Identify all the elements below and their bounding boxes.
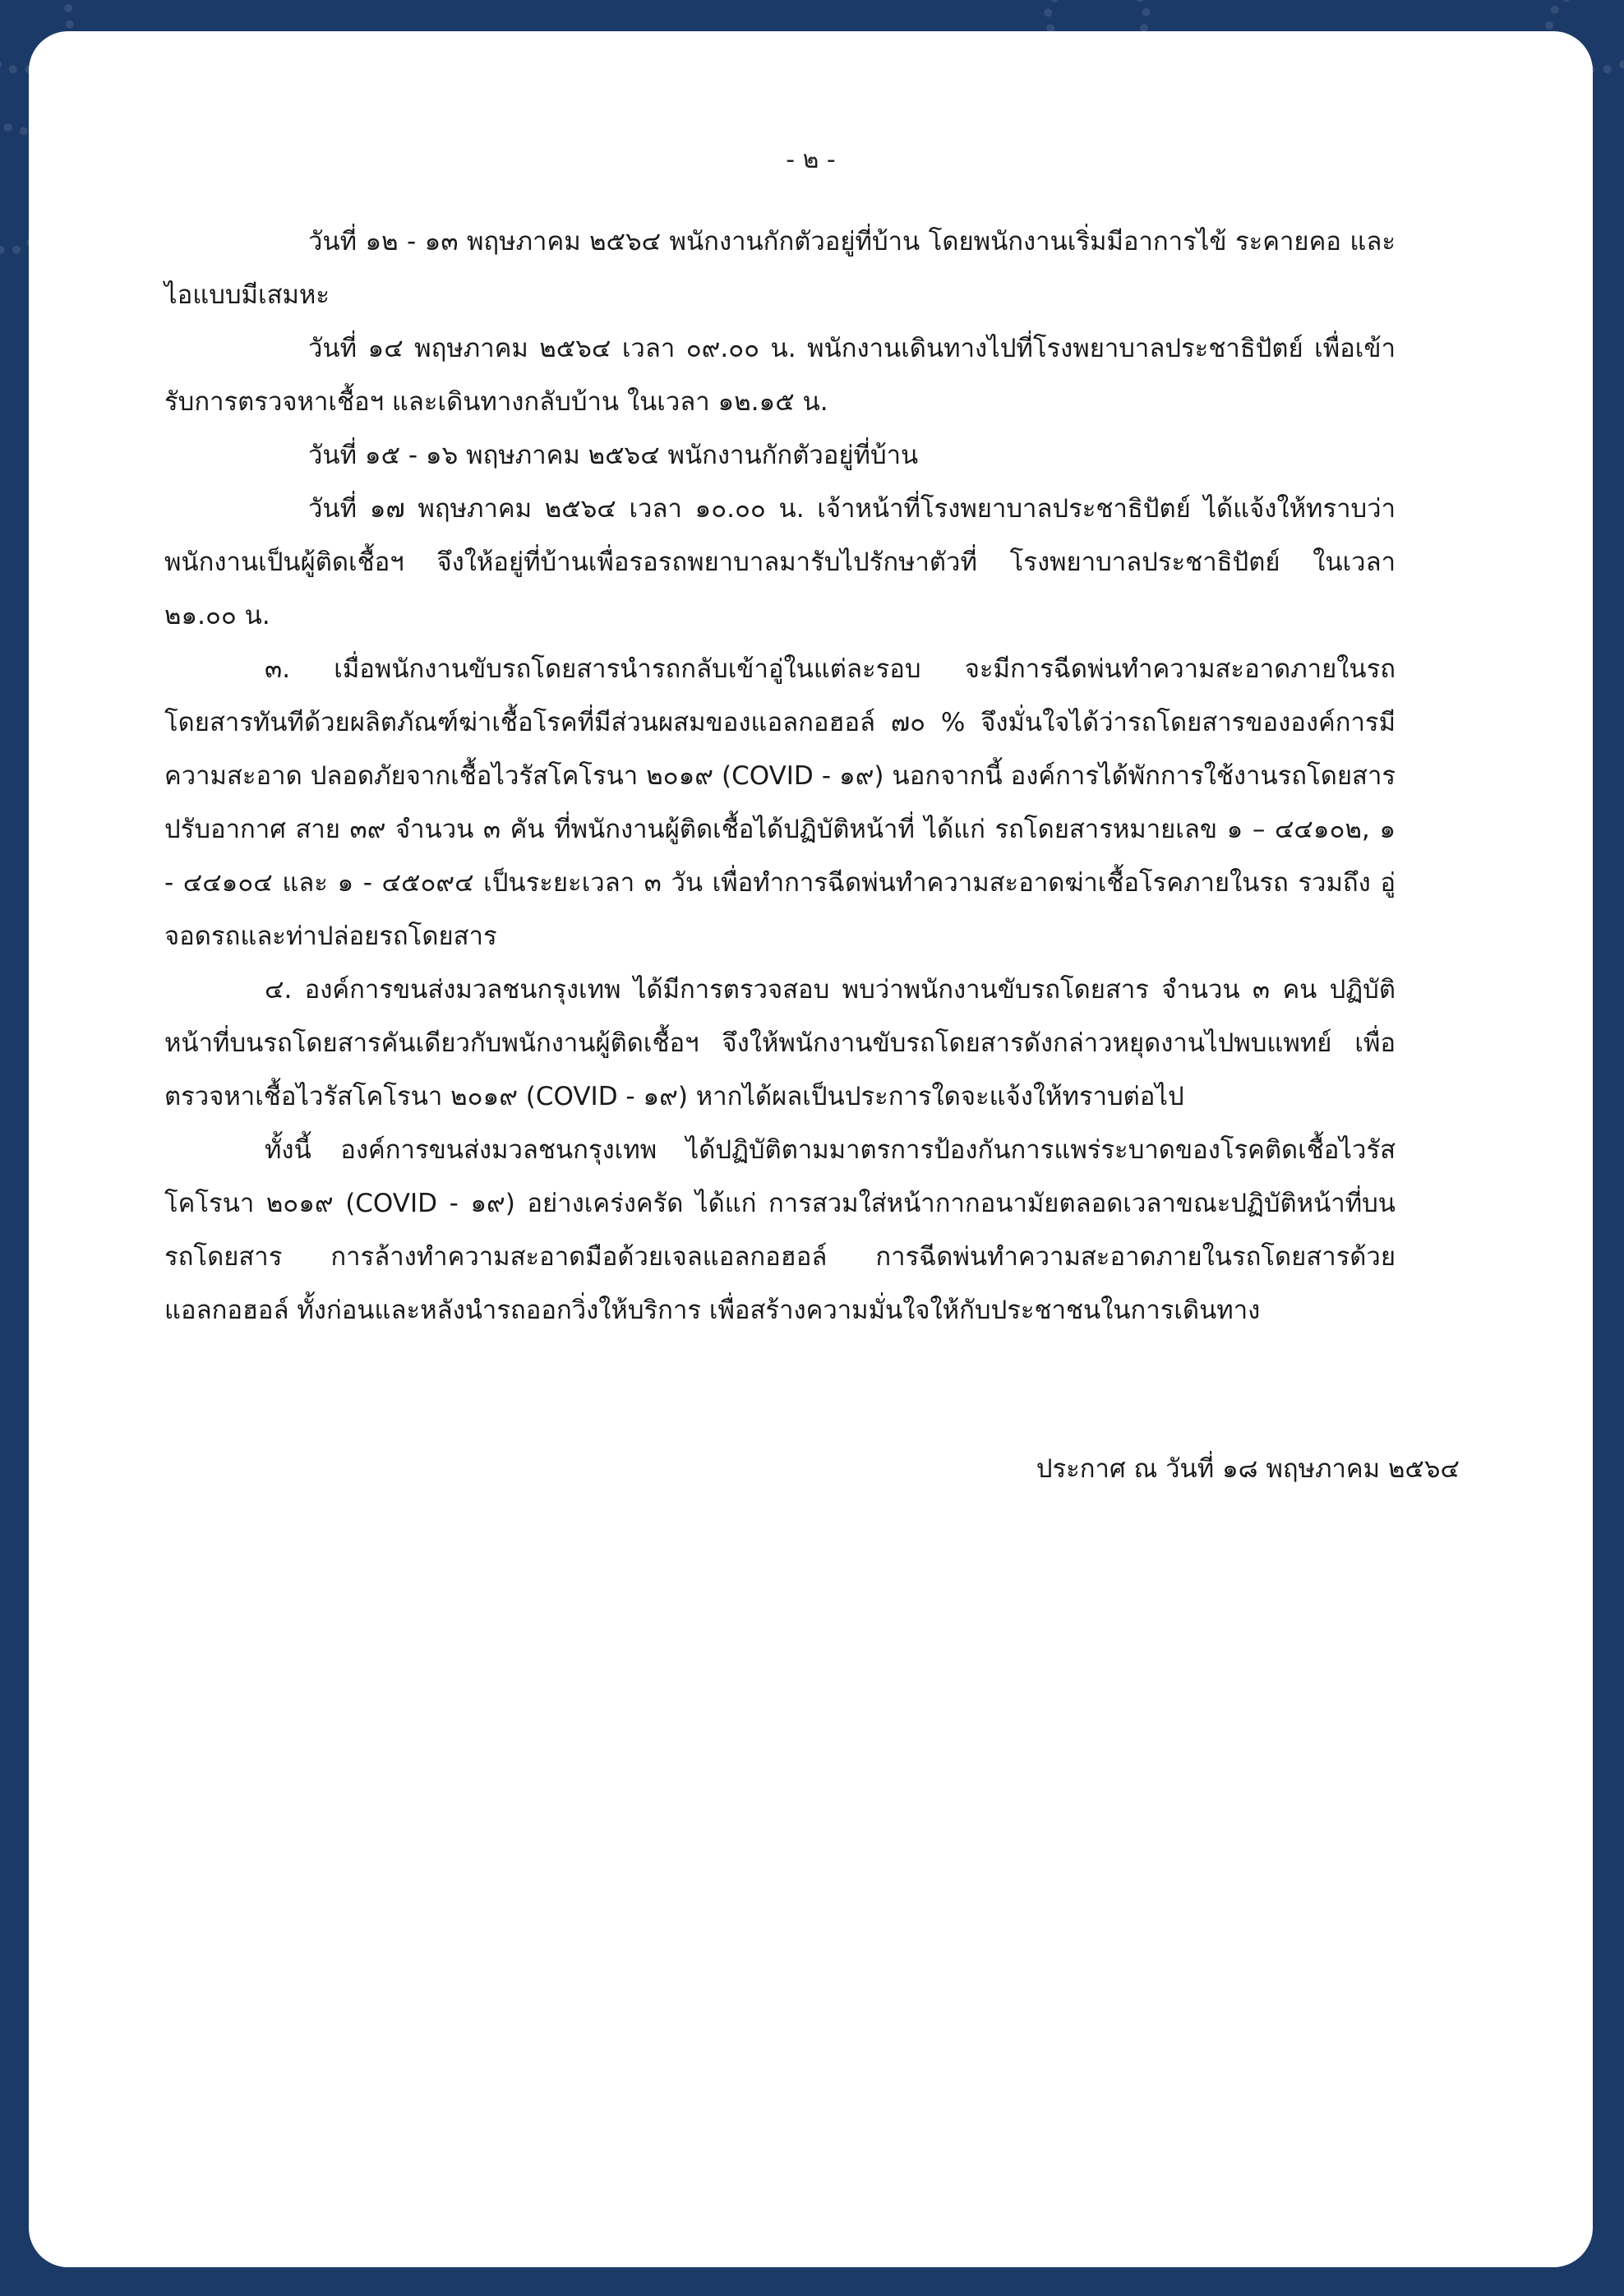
paragraph-may-14: วันที่ ๑๔ พฤษภาคม ๒๕๖๔ เวลา ๐๙.๐๐ น. พนักงานเดินทางไปที่โรงพยาบาลประชาธิปัตย์ เพื่อเข้ารับการตรวจหาเชื้อฯ และเดินทางกลับบ้าน ในเวลา ๑๒.๑๕ น. [164,334,1396,417]
announcement-date: ประกาศ ณ วันที่ ๑๘ พฤษภาคม ๒๕๖๔ [1036,1454,1460,1484]
paragraph-may-15-16: วันที่ ๑๕ - ๑๖ พฤษภาคม ๒๕๖๔ พนักงานกักตัวอยู่ที่บ้าน [308,441,919,470]
document-body [164,215,1396,1337]
paragraph-may-12-13: วันที่ ๑๒ - ๑๓ พฤษภาคม ๒๕๖๔ พนักงานกักตัวอยู่ที่บ้าน โดยพนักงานเริ่มมีอาการไข้ ระคายคอ และไอแบบมีเสมหะ [164,227,1396,310]
paragraph-may-17: วันที่ ๑๗ พฤษภาคม ๒๕๖๔ เวลา ๑๐.๐๐ น. เจ้าหน้าที่โรงพยาบาลประชาธิปัตย์ ได้แจ้งให้ทราบว่าพนักงานเป็นผู้ติดเชื้อฯ จึงให้อยู่ที่บ้านเพื่อรอรถพยาบาลมารับไปรักษาตัวที่ โรงพยาบาลประชาธิปัตย์ ในเวลา ๒๑.๐๐ น. [164,494,1396,631]
paragraph-item-4: ๔. องค์การขนส่งมวลชนกรุงเทพ ได้มีการตรวจสอบ พบว่าพนักงานขับรถโดยสาร จำนวน ๓ คน ปฏิบัติหน้าที่บนรถโดยสารคันเดียวกับพนักงานผู้ติดเชื้อฯ จึงให้พนักงานขับรถโดยสารดังกล่าวหยุดงานไปพบแพทย์ เพื่อตรวจหาเชื้อไวรัสโคโรนา ๒๐๑๙ (COVID - ๑๙) หากได้ผลเป็นประการใดจะแจ้งให้ทราบต่อไป [164,975,1396,1111]
page-number: - ๒ - [786,146,836,174]
paragraph-item-3: ๓. เมื่อพนักงานขับรถโดยสารนำรถกลับเข้าอู่ในแต่ละรอบ จะมีการฉีดพ่นทำความสะอาดภายในรถโดยสารทันทีด้วยผลิตภัณฑ์ฆ่าเชื้อโรคที่มีส่วนผสมของแอลกอฮอล์ ๗๐ % จึงมั่นใจได้ว่ารถโดยสารขององค์การมีความสะอาด ปลอดภัยจากเชื้อไวรัสโคโรนา ๒๐๑๙ (COVID - ๑๙) นอกจากนี้ องค์การได้พักการใช้งานรถโดยสารปรับอากาศ สาย ๓๙ จำนวน ๓ คัน ที่พนักงานผู้ติดเชื้อได้ปฏิบัติหน้าที่ ได้แก่ รถโดยสารหมายเลข ๑ – ๔๔๑๐๒, ๑ - ๔๔๑๐๔ และ ๑ - ๔๕๐๙๔ เป็นระยะเวลา ๓ วัน เพื่อทำการฉีดพ่นทำความสะอาดฆ่าเชื้อโรคภายในรถ รวมถึง อู่จอดรถและท่าปล่อยรถโดยสาร [164,654,1396,951]
paragraph-conclusion: ทั้งนี้ องค์การขนส่งมวลชนกรุงเทพ ได้ปฏิบัติตามมาตรการป้องกันการแพร่ระบาดของโรคติดเชื้อไวรัสโคโรนา ๒๐๑๙ (COVID - ๑๙) อย่างเคร่งครัด ได้แก่ การสวมใส่หน้ากากอนามัยตลอดเวลาขณะปฏิบัติหน้าที่บนรถโดยสาร การล้างทำความสะอาดมือด้วยเจลแอลกอฮอล์ การฉีดพ่นทำความสะอาดภายในรถโดยสารด้วยแอลกอฮอล์ ทั้งก่อนและหลังนำรถออกวิ่งให้บริการ เพื่อสร้างความมั่นใจให้กับประชาชนในการเดินทาง [164,1135,1396,1325]
